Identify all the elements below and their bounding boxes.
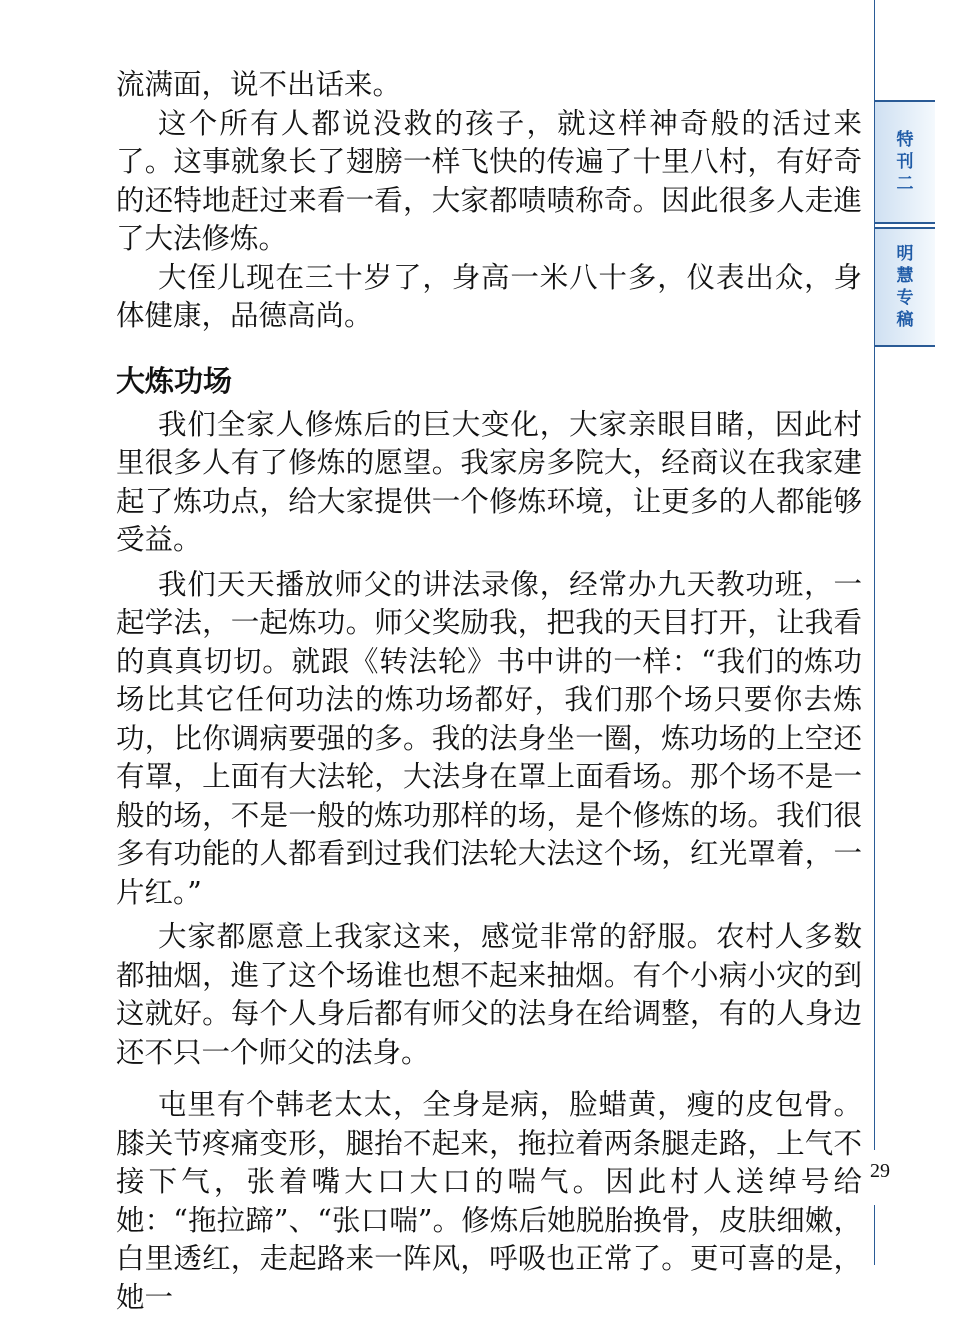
article-body — [116, 66, 862, 1317]
paragraph: 大侄儿现在三十岁了，身高一米八十多，仪表出众，身体健康，品德高尚。 — [116, 260, 862, 332]
rail-divider — [874, 1205, 875, 1265]
section-heading: 大炼功场 — [116, 363, 233, 398]
paragraph: 屯里有个韩老太太，全身是病，脸蜡黄，瘦的皮包骨。膝关节疼痛变形，腿抬不起来，拖拉着两条腿走路，上气不接下气，张着嘴大口大口的喘气。因此村人送绰号给她：“拖拉蹄”、“张口喘”。修炼后她脱胎换骨，皮肤细嫩，白里透红，走起路来一阵风，呼吸也正常了。更可喜的是，她一 — [116, 1088, 862, 1314]
paragraph: 我们天天播放师父的讲法录像，经常办九天教功班，一起学法，一起炼功。师父奖励我，把我的天目打开，让我看的真真切切。就跟《转法轮》书中讲的一样：“我们的炼功场比其它任何功法的炼功场都好，我们那个场只要你去炼功，比你调病要强的多。我的法身坐一圈，炼功场的上空还有罩，上面有大法轮，大法身在罩上面看场。那个场不是一般的场，不是一般的炼功那样的场，是个修炼的场。我们很多有功能的人都看到过我们法轮大法这个场，红光罩着，一片红。” — [116, 567, 862, 909]
page-number: 29 — [870, 1160, 890, 1182]
tab-char: 二 — [896, 174, 914, 194]
tab-char: 特 — [896, 130, 914, 150]
tab-char: 慧 — [896, 266, 914, 286]
side-tab-special-issue[interactable] — [875, 100, 935, 224]
paragraph: 这个所有人都说没救的孩子，就这样神奇般的活过来了。这事就象长了翅膀一样飞快的传遍了十里八村，有好奇的还特地赶过来看一看，大家都啧啧称奇。因此很多人走進了大法修炼。 — [116, 106, 862, 255]
side-rail — [874, 0, 936, 1265]
tab-char: 专 — [896, 288, 914, 308]
tab-char: 明 — [896, 244, 914, 264]
paragraph: 流满面，说不出话来。 — [116, 68, 402, 101]
side-tab-minghui[interactable] — [875, 227, 935, 347]
paragraph: 我们全家人修炼后的巨大变化，大家亲眼目睹，因此村里很多人有了修炼的愿望。我家房多院大，经商议在我家建起了炼功点，给大家提供一个修炼环境，让更多的人都能够受益。 — [116, 407, 862, 556]
tab-char: 刊 — [896, 152, 914, 172]
tab-char: 稿 — [896, 310, 914, 330]
paragraph: 大家都愿意上我家这来，感觉非常的舒服。农村人多数都抽烟，進了这个场谁也想不起来抽烟。有个小病小灾的到这就好。每个人身后都有师父的法身在给调整，有的人身边还不只一个师父的法身。 — [116, 920, 862, 1069]
